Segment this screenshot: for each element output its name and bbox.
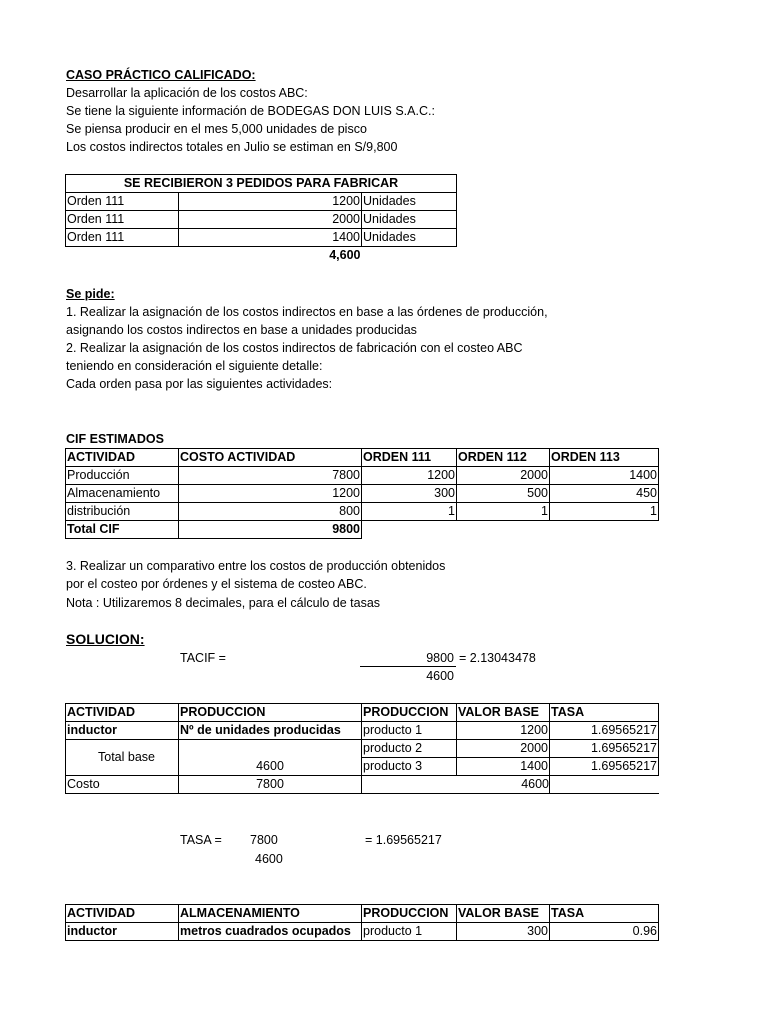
table-row <box>66 467 659 485</box>
doc-title: CASO PRÁCTICO CALIFICADO: <box>66 68 256 82</box>
order-cell: Orden 111 <box>66 229 179 247</box>
value-cell: 1200 <box>179 485 362 503</box>
tacif-label: TACIF = <box>180 651 226 665</box>
value-cell: 1400 <box>457 758 550 776</box>
costo-value: 7800 <box>179 776 362 794</box>
order-cell: Orden 111 <box>66 211 179 229</box>
tasa-denominator: 4600 <box>255 852 283 866</box>
table-row <box>66 923 659 941</box>
unit-cell: Unidades <box>362 193 457 211</box>
table-header <box>66 449 659 467</box>
costo-label: Costo <box>66 776 179 794</box>
qty-cell: 2000 <box>179 211 362 229</box>
tasa-result: = 1.69565217 <box>365 833 442 847</box>
orders-table-title: SE RECIBIERON 3 PEDIDOS PARA FABRICAR <box>66 175 457 193</box>
tacif-numerator: 9800 <box>426 651 454 665</box>
product-cell: producto 1 <box>362 923 457 941</box>
solucion-title: SOLUCION: <box>66 631 145 647</box>
value-cell: 1 <box>550 503 659 521</box>
se-pide-title: Se pide: <box>66 287 115 301</box>
point3-line: Nota : Utilizaremos 8 decimales, para el cálculo de tasas <box>66 596 381 610</box>
production-table <box>65 703 659 794</box>
value-cell: 300 <box>362 485 457 503</box>
value-cell: 1400 <box>550 467 659 485</box>
tacif-result: = 2.13043478 <box>459 651 536 665</box>
col-header: PRODUCCION <box>362 905 457 923</box>
col-header: ALMACENAMIENTO <box>179 905 362 923</box>
col-header: PRODUCCION <box>179 704 362 722</box>
value-cell: 2000 <box>457 467 550 485</box>
rate-cell: 1.69565217 <box>550 758 659 776</box>
task-line: Cada orden pasa por las siguientes actividades: <box>66 377 333 391</box>
table-row <box>66 521 659 539</box>
col-header: ORDEN 113 <box>550 449 659 467</box>
intro-line: Se tiene la siguiente información de BODEGAS DON LUIS S.A.C.: <box>66 104 435 118</box>
activity-cell: Almacenamiento <box>66 485 179 503</box>
tasa-numerator: 7800 <box>250 833 278 847</box>
table-row <box>66 722 659 740</box>
order-cell: Orden 111 <box>66 193 179 211</box>
qty-cell: 1200 <box>179 193 362 211</box>
value-cell: 300 <box>457 923 550 941</box>
activity-cell: distribución <box>66 503 179 521</box>
col-header: ORDEN 112 <box>457 449 550 467</box>
intro-line: Se piensa producir en el mes 5,000 unidades de pisco <box>66 122 367 136</box>
value-cell: 1200 <box>362 467 457 485</box>
table-header <box>66 905 659 923</box>
col-header: ACTIVIDAD <box>66 704 179 722</box>
inductor-value: Nº de unidades producidas <box>179 722 362 740</box>
intro-line: Los costos indirectos totales en Julio se estiman en S/9,800 <box>66 140 398 154</box>
inductor-label: inductor <box>66 923 179 941</box>
cif-title: CIF ESTIMADOS <box>66 432 164 446</box>
point3-line: por el costeo por órdenes y el sistema de costeo ABC. <box>66 577 367 591</box>
rate-cell: 1.69565217 <box>550 740 659 758</box>
task-line: 1. Realizar la asignación de los costos indirectos en base a las órdenes de producción, <box>66 305 548 319</box>
rate-cell: 0.96 <box>550 923 659 941</box>
storage-table <box>65 904 659 941</box>
inductor-label: inductor <box>66 722 179 740</box>
tacif-denominator: 4600 <box>426 669 454 683</box>
total-base-value: 4600 <box>179 740 362 776</box>
col-header: COSTO ACTIVIDAD <box>179 449 362 467</box>
task-line: asignando los costos indirectos en base a unidades producidas <box>66 323 417 337</box>
costo-total: 4600 <box>362 776 550 794</box>
cif-table <box>65 448 659 539</box>
task-line: teniendo en consideración el siguiente detalle: <box>66 359 323 373</box>
unit-cell: Unidades <box>362 229 457 247</box>
col-header: TASA <box>550 704 659 722</box>
value-cell: 800 <box>179 503 362 521</box>
table-header <box>66 704 659 722</box>
product-cell: producto 2 <box>362 740 457 758</box>
product-cell: producto 3 <box>362 758 457 776</box>
col-header: TASA <box>550 905 659 923</box>
value-cell: 1200 <box>457 722 550 740</box>
col-header: VALOR BASE <box>457 905 550 923</box>
qty-cell: 1400 <box>179 229 362 247</box>
point3-line: 3. Realizar un comparativo entre los costos de producción obtenidos <box>66 559 446 573</box>
col-header: ACTIVIDAD <box>66 449 179 467</box>
value-cell: 450 <box>550 485 659 503</box>
task-line: 2. Realizar la asignación de los costos indirectos de fabricación con el costeo ABC <box>66 341 523 355</box>
intro-line: Desarrollar la aplicación de los costos ABC: <box>66 86 308 100</box>
total-value: 9800 <box>179 521 362 539</box>
value-cell: 1 <box>457 503 550 521</box>
table-row <box>66 776 659 794</box>
inductor-value: metros cuadrados ocupados <box>179 923 362 941</box>
col-header: PRODUCCION <box>362 704 457 722</box>
value-cell: 2000 <box>457 740 550 758</box>
activity-cell: Producción <box>66 467 179 485</box>
table-row <box>66 229 457 247</box>
table-row <box>66 193 457 211</box>
value-cell: 1 <box>362 503 457 521</box>
product-cell: producto 1 <box>362 722 457 740</box>
value-cell: 7800 <box>179 467 362 485</box>
value-cell: 500 <box>457 485 550 503</box>
col-header: ORDEN 111 <box>362 449 457 467</box>
orders-total: 4,600 <box>329 248 361 262</box>
col-header: ACTIVIDAD <box>66 905 179 923</box>
table-row <box>66 740 659 758</box>
rate-cell: 1.69565217 <box>550 722 659 740</box>
col-header: VALOR BASE <box>457 704 550 722</box>
tasa-label: TASA = <box>180 833 222 847</box>
table-row <box>66 211 457 229</box>
table-row <box>66 485 659 503</box>
unit-cell: Unidades <box>362 211 457 229</box>
total-label: Total CIF <box>66 521 179 539</box>
total-base-label: Total base <box>66 740 179 776</box>
orders-table <box>65 174 457 264</box>
table-row <box>66 503 659 521</box>
